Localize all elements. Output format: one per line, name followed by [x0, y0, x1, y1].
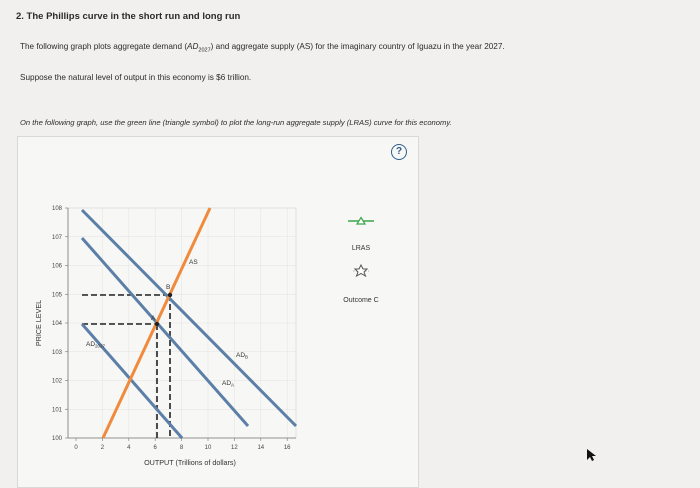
y-tick-labels [52, 206, 68, 442]
mouse-cursor-icon [585, 448, 597, 462]
x-tick-label: 12 [231, 445, 238, 451]
y-tick-label: 102 [51, 378, 62, 385]
point-a[interactable] [155, 322, 159, 326]
help-icon[interactable]: ? [391, 144, 407, 160]
x-axis-label: OUTPUT (Trillions of dollars) [144, 458, 236, 467]
lras-legend-label: LRAS [351, 245, 371, 252]
ad-b-curve[interactable] [82, 210, 296, 426]
y-tick-label: 101 [51, 407, 62, 414]
ad-b-label: $AD_B$ [236, 352, 249, 360]
x-tick-label: 16 [283, 445, 291, 451]
point-b[interactable] [168, 293, 172, 297]
y-tick-label: 105 [51, 292, 62, 299]
ad-a-label: $AD_A$ [222, 380, 235, 388]
point-a-label: A [151, 315, 156, 322]
x-tick-labels [74, 438, 291, 451]
question-title: 2. The Phillips curve in the short run and long run [16, 11, 241, 22]
grid-lines [68, 208, 296, 438]
y-tick-label: 104 [51, 321, 62, 327]
x-tick-label: 4 [127, 445, 131, 451]
x-tick-label: 0 [74, 445, 78, 451]
y-tick-label: 103 [51, 349, 62, 356]
outcome-c-tool[interactable] [353, 265, 369, 276]
y-axis-label: PRICE LEVEL [34, 299, 43, 347]
lras-tool[interactable] [348, 218, 374, 225]
y-tick-label: 100 [51, 436, 62, 442]
instruction-text: On the following graph, use the green line (triangle symbol) to plot the long-run aggregate supply (LRAS) curve for this economy. [20, 118, 452, 127]
question-text-1: The following graph plots aggregate demand $(AD_{2027})$ and aggregate supply (AS) for the imaginary country of Iguazu in the year 2027. [20, 42, 505, 54]
x-tick-label: 2 [100, 445, 105, 451]
star-icon[interactable] [355, 265, 367, 276]
ad-2027-curve[interactable] [82, 324, 182, 438]
ad-a-curve[interactable] [82, 238, 248, 426]
x-tick-label: 8 [179, 445, 184, 451]
ad-2027-label: $AD_{2027}$ [86, 341, 106, 349]
question-text-2: Suppose the natural level of output in this economy is $6 trillion. [20, 73, 252, 82]
outcome-c-legend-label: Outcome C [343, 297, 379, 304]
x-tick-label: 6 [153, 445, 157, 451]
y-tick-label: 108 [51, 206, 62, 212]
y-tick-label: 106 [51, 263, 62, 270]
x-tick-label: 10 [204, 445, 212, 451]
point-b-label: B [166, 284, 171, 291]
y-tick-label: 107 [51, 234, 62, 241]
as-label: AS [189, 259, 198, 266]
x-tick-label: 14 [257, 445, 265, 451]
